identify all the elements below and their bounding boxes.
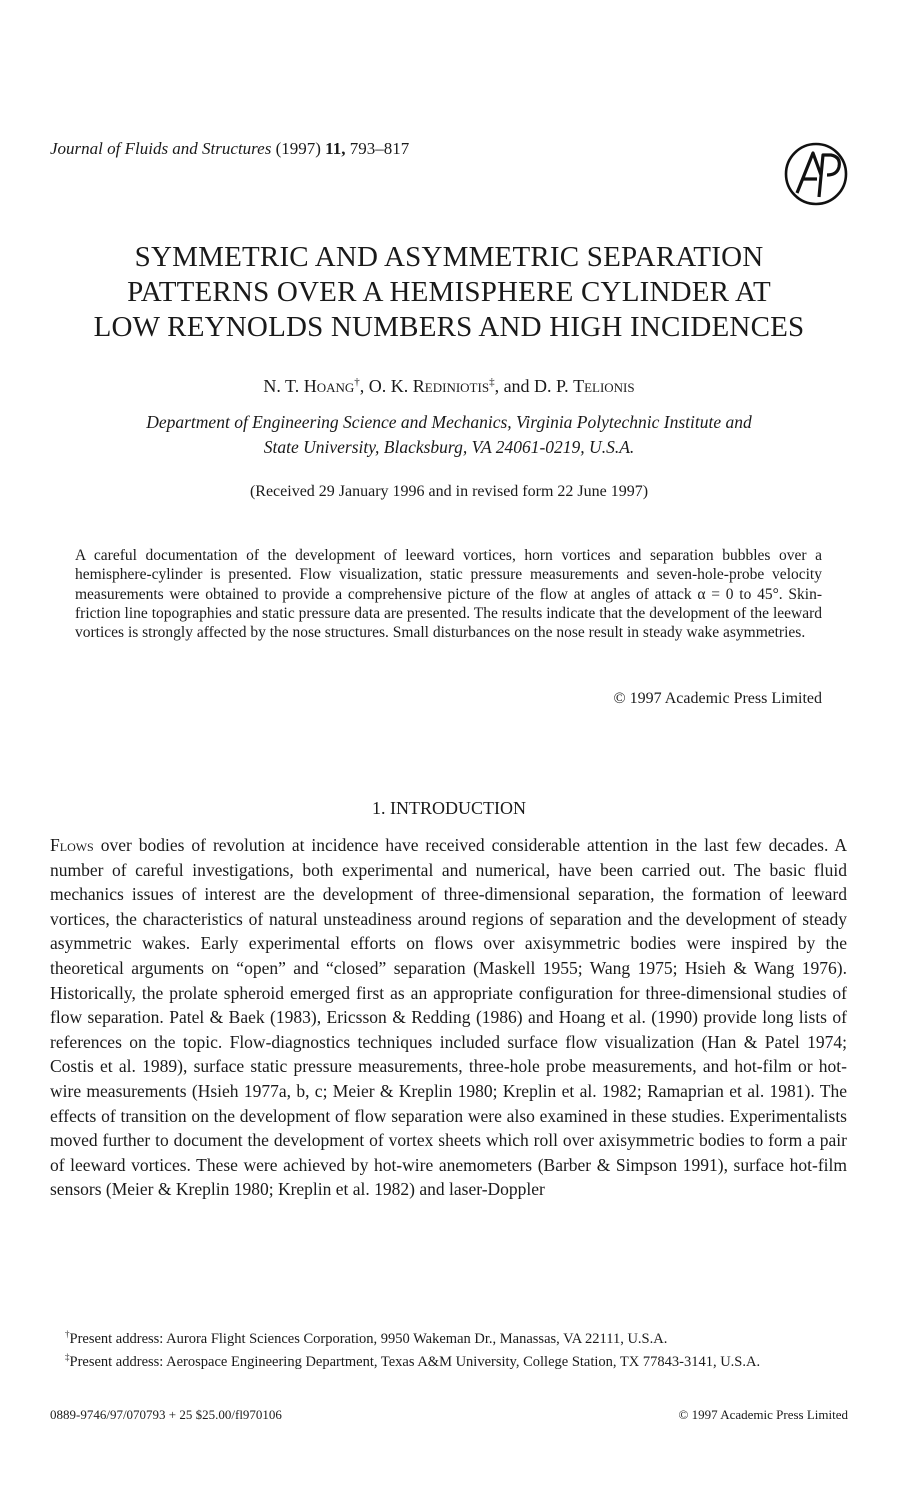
section-heading: 1. INTRODUCTION (372, 798, 526, 818)
footnote-1-mark: † (65, 1329, 70, 1339)
author-2-footnote-mark: ‡ (489, 376, 495, 388)
footnote-2-text: Present address: Aerospace Engineering Department, Texas A&M University, College Station, TX 77843-3141, U.S.A. (69, 1353, 761, 1370)
journal-citation (50, 139, 409, 159)
body-lead-word: Flows (50, 835, 94, 855)
title-line-3: LOW REYNOLDS NUMBERS AND HIGH INCIDENCES (93, 311, 805, 343)
author-3-initials: , and D. P. (494, 376, 574, 396)
abstract-copyright: © 1997 Academic Press Limited (613, 690, 822, 707)
affiliation (60, 410, 838, 460)
footnotes (50, 1325, 850, 1371)
affiliation-line-1: Department of Engineering Science and Mechanics, Virginia Polytechnic Institute and (146, 412, 752, 432)
author-1-surname: Hoang (303, 376, 355, 396)
body-text: over bodies of revolution at incidence have received considerable attention in the last few decades. A number of careful investigations, both experimental and numerical, have been carried out. The basic fluid mechanics issues of interest are the development of three-dimensional separation, the formation of leeward vortices, the characteristics of natural unsteadiness around regions of separation and the development of steady asymmetric wakes. Early experimental efforts on flows over axisymmetric bodies were inspired by the theoretical arguments on “open” and “closed” separation (Maskell 1955; Wang 1975; Hsieh & Wang 1976). Historically, the prolate spheroid emerged first as an appropriate configuration for three-dimensional studies of flow separation. Patel & Baek (1983), Ericsson & Redding (1986) and Hoang et al. (1990) provide long lists of references on the topic. Flow-diagnostics techniques included surface flow visualization (Han & Patel 1974; Costis et al. 1989), surface static pressure measurements, three-hole probe measurements, and hot-film or hot-wire measurements (Hsieh 1977a, b, c; Meier & Kreplin 1980; Kreplin et al. 1982; Ramaprian et al. 1981). The effects of transition on the development of flow separation were also examined in these studies. Experimentalists moved further to document the development of vortex sheets which roll over axisymmetric bodies to form a pair of leeward vortices. These were achieved by hot-wire anemometers (Barber & Simpson 1991), surface hot-film sensors (Meier & Kreplin 1980; Kreplin et al. 1982) and laser-Doppler (50, 835, 847, 1200)
affiliation-line-2: State University, Blacksburg, VA 24061-0219, U.S.A. (263, 437, 635, 457)
author-3-surname: Telionis (573, 376, 635, 396)
footer-copyright: © 1997 Academic Press Limited (678, 1407, 848, 1422)
journal-volume: 11, (325, 139, 346, 158)
title-line-2: PATTERNS OVER A HEMISPHERE CYLINDER AT (127, 276, 771, 308)
title-line-1: SYMMETRIC AND ASYMMETRIC SEPARATION (134, 241, 764, 273)
author-2-initials: , O. K. (359, 376, 413, 396)
author-2-surname: Rediniotis (412, 376, 490, 396)
abstract: A careful documentation of the development of leeward vortices, horn vortices and separation bubbles over a hemisphere-cylinder is presented. Flow visualization, static pressure measurements and seven-hole-probe velocity measurements were obtained to provide a comprehensive picture of the flow at angles of attack α = 0 to 45°. Skin-friction line topographies and static pressure data are presented. The results indicate that the development of the leeward vortices is strongly affected by the nose structures. Small disturbances on the nose result in steady wake asymmetries. (75, 547, 822, 642)
received-dates: (Received 29 January 1996 and in revised form 22 June 1997) (249, 483, 649, 500)
footnote-1-text: Present address: Aurora Flight Sciences Corporation, 9950 Wakeman Dr., Manassas, VA 22111, U.S.A. (69, 1330, 668, 1347)
body-paragraph (50, 833, 847, 1202)
footnote-2-mark: ‡ (65, 1351, 70, 1362)
journal-name: Journal of Fluids and Structures (50, 139, 272, 158)
ap-publisher-logo-icon (783, 141, 849, 207)
footnote-2 (50, 1348, 850, 1371)
author-list (0, 376, 898, 397)
author-1-footnote-mark: † (354, 376, 360, 388)
journal-year: (1997) (275, 139, 321, 158)
author-1-initials: N. T. (263, 376, 304, 396)
journal-pages: 793–817 (349, 139, 410, 158)
footnote-1 (50, 1325, 850, 1348)
footer-code: 0889-9746/97/070793 + 25 $25.00/fl970106 (50, 1407, 282, 1422)
paper-title (20, 240, 878, 345)
